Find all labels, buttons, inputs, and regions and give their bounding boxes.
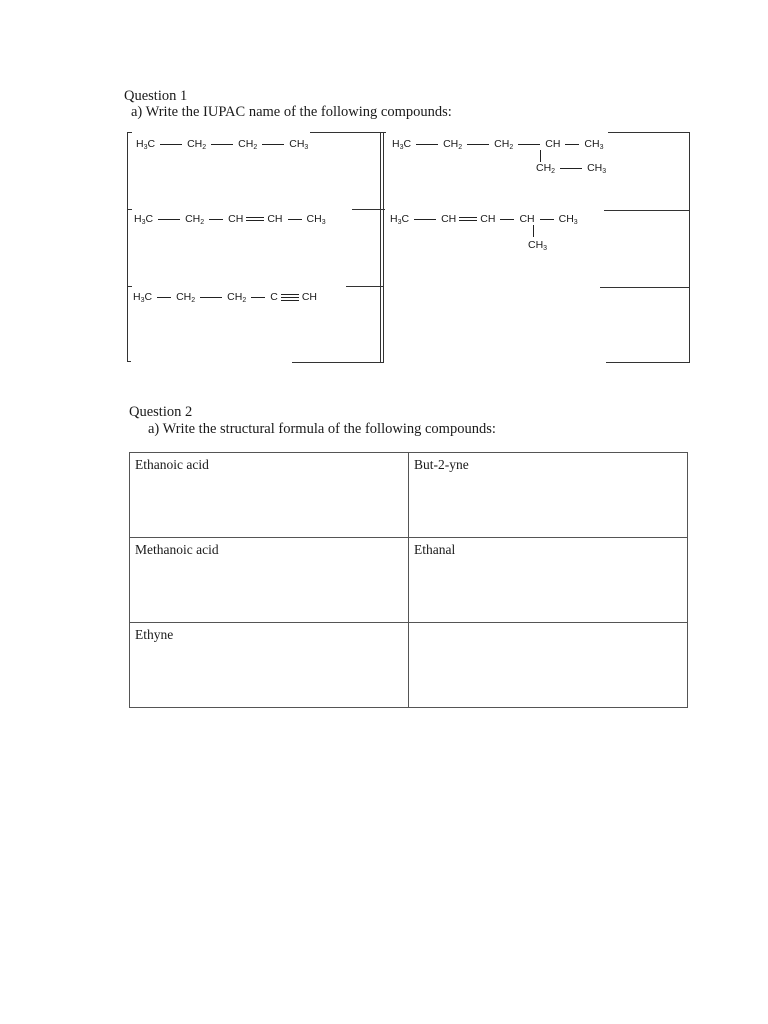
cell-label xyxy=(409,623,687,631)
compound-branched-alkene: $H_3C$ CH CH CH $CH_3$ xyxy=(390,213,578,226)
answer-cell[interactable] xyxy=(409,623,688,708)
answer-cell[interactable] xyxy=(130,623,409,708)
cell-label: Ethanal xyxy=(414,542,456,557)
answer-cell[interactable] xyxy=(130,453,409,538)
compound-branch-methyl: $CH_3$ xyxy=(528,239,548,252)
question-1-instruction: a) Write the IUPAC name of the following compounds: xyxy=(131,104,452,120)
question-2-table xyxy=(129,452,688,708)
compound-branched-alkane: $H_3C$ $CH_2$ $CH_2$ CH $CH_3$ xyxy=(392,138,604,151)
cell-label: Ethanoic acid xyxy=(135,457,209,472)
question-2-instruction: a) Write the structural formula of the following compounds: xyxy=(148,421,496,437)
branch-bond xyxy=(540,150,541,162)
branch-bond xyxy=(533,225,534,237)
cell-label: Methanoic acid xyxy=(135,542,219,557)
answer-cell[interactable] xyxy=(409,453,688,538)
compound-pentene: $H_3C$ $CH_2$ CH CH $CH_3$ xyxy=(134,213,326,226)
compound-branch-ethyl: $CH_2$ $CH_3$ xyxy=(536,162,607,175)
answer-cell[interactable] xyxy=(130,538,409,623)
cell-label: Ethyne xyxy=(135,627,174,642)
answer-cell[interactable] xyxy=(409,538,688,623)
compound-butyne: $H_3C$ $CH_2$ $CH_2$ C CH xyxy=(133,291,318,304)
compound-butane: $H_3C$ $CH_2$ $CH_2$ $CH_3$ xyxy=(136,138,309,151)
question-1-title: Question 1 xyxy=(124,88,188,104)
cell-label: But-2-yne xyxy=(414,457,469,472)
question-2-title: Question 2 xyxy=(129,404,193,420)
